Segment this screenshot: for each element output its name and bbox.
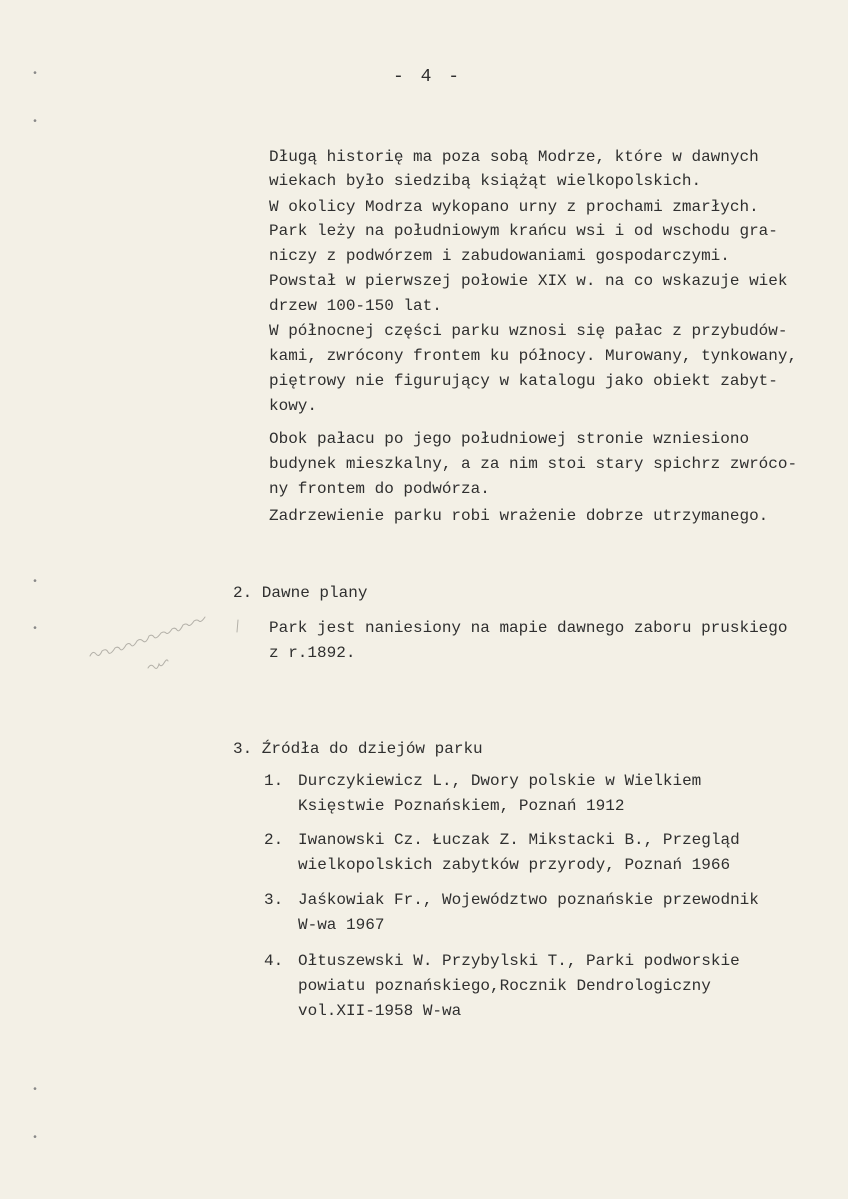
intro-line: budynek mieszkalny, a za nim stoi stary spichrz zwróco-	[269, 455, 798, 473]
source-line: Iwanowski Cz. Łuczak Z. Mikstacki B., Przegląd	[298, 831, 740, 849]
intro-line: W północnej części parku wznosi się pałac z przybudów-	[269, 322, 788, 340]
section-2-line: z r.1892.	[269, 644, 356, 662]
source-line: W-wa 1967	[298, 916, 385, 934]
punch-hole-mark: •	[32, 69, 39, 80]
section-2-line: Park jest naniesiony na mapie dawnego zaboru pruskiego	[269, 619, 788, 637]
source-line: vol.XII-1958 W-wa	[298, 1002, 462, 1020]
intro-line: niczy z podwórzem i zabudowaniami gospodarczymi.	[269, 247, 730, 265]
intro-line: wiekach było siedzibą książąt wielkopolskich.	[269, 172, 702, 190]
punch-hole-mark: •	[32, 1133, 39, 1144]
intro-line: Powstał w pierwszej połowie XIX w. na co wskazuje wiek	[269, 272, 788, 290]
source-line: wielkopolskich zabytków przyrody, Poznań 1966	[298, 856, 731, 874]
intro-line: Obok pałacu po jego południowej stronie wzniesiono	[269, 430, 750, 448]
source-line: Ołtuszewski W. Przybylski T., Parki podworskie	[298, 952, 740, 970]
source-line: Jaśkowiak Fr., Województwo poznańskie przewodnik	[298, 891, 759, 909]
source-number: 3.	[264, 891, 284, 909]
intro-line: ny frontem do podwórza.	[269, 480, 490, 498]
intro-line: piętrowy nie figurujący w katalogu jako obiekt zabyt-	[269, 372, 778, 390]
intro-line: drzew 100-150 lat.	[269, 297, 442, 315]
section-2-heading: 2. Dawne plany	[233, 584, 368, 602]
intro-line: kowy.	[269, 397, 318, 415]
punch-hole-mark: •	[32, 624, 39, 635]
punch-hole-mark: •	[32, 577, 39, 588]
intro-line: Długą historię ma poza sobą Modrze, które w dawnych	[269, 148, 759, 166]
intro-line: kami, zwrócony frontem ku północy. Murowany, tynkowany,	[269, 347, 798, 365]
source-line: Durczykiewicz L., Dwory polskie w Wielkiem	[298, 772, 702, 790]
intro-line: Zadrzewienie parku robi wrażenie dobrze utrzymanego.	[269, 507, 769, 525]
intro-line: Park leży na południowym krańcu wsi i od wschodu gra-	[269, 222, 778, 240]
page-number: - 4 -	[393, 67, 463, 87]
source-number: 2.	[264, 831, 284, 849]
handwritten-margin-note	[88, 616, 253, 676]
source-number: 1.	[264, 772, 284, 790]
source-line: powiatu poznańskiego,Rocznik Dendrologiczny	[298, 977, 711, 995]
source-line: Księstwie Poznańskiem, Poznań 1912	[298, 797, 625, 815]
section-3-heading: 3. Źródła do dziejów parku	[233, 740, 483, 758]
punch-hole-mark: •	[32, 1085, 39, 1096]
intro-line: W okolicy Modrza wykopano urny z prochami zmarłych.	[269, 198, 759, 216]
punch-hole-mark: •	[32, 117, 39, 128]
source-number: 4.	[264, 952, 284, 970]
